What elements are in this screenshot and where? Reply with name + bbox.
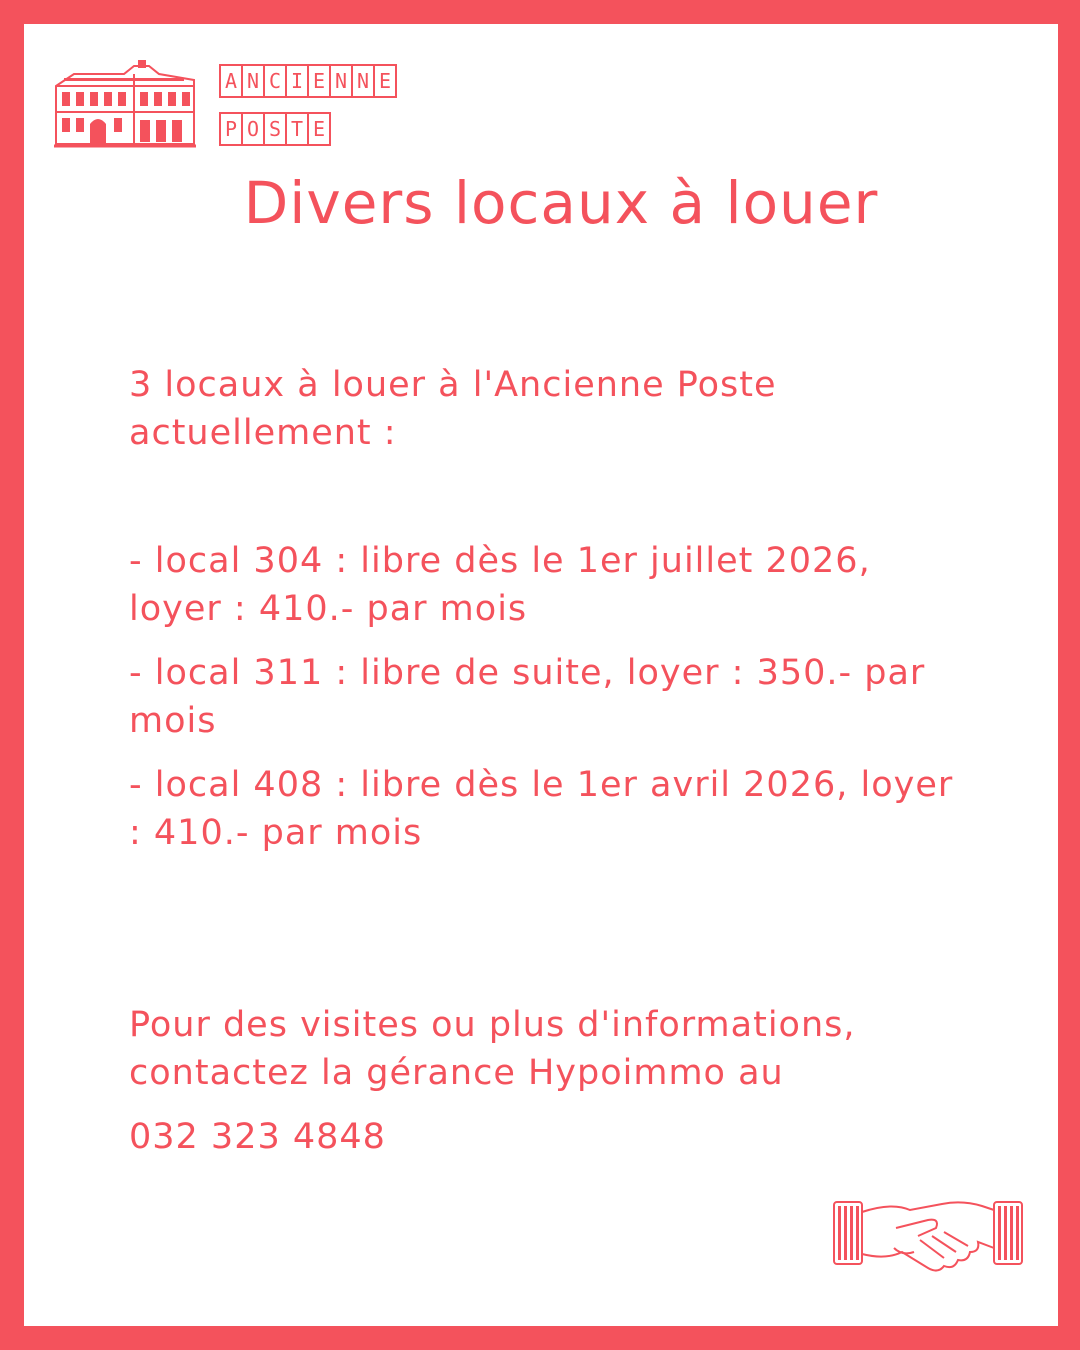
listing-item: - local 408 : libre dès le 1er avril 2026, loyer : 410.- par mois [129,765,954,853]
logo-letter: N [329,64,353,98]
logo-letter: C [263,64,287,98]
logo-wordmark-line1 [219,64,395,98]
logo-letter: O [241,112,265,146]
logo-letter: S [263,112,287,146]
logo-letter: T [285,112,309,146]
intro-text: 3 locaux à louer à l'Ancienne Poste actuellement : [129,365,777,453]
logo-letter: E [373,64,397,98]
phone-number[interactable]: 032 323 4848 [129,1117,386,1157]
listing-item: - local 311 : libre de suite, loyer : 350.- par mois [129,653,926,741]
logo-letter: N [351,64,375,98]
page-title: Divers locaux à louer [243,169,879,237]
handshake-icon [832,1188,1024,1278]
logo-letter: E [307,112,331,146]
poster-card [24,24,1058,1326]
logo-letter: E [307,64,331,98]
logo-wordmark-line2 [219,112,329,146]
logo-letter: I [285,64,309,98]
logo-letter: N [241,64,265,98]
logo-letter: A [219,64,243,98]
contact-text: Pour des visites ou plus d'informations, contactez la gérance Hypoimmo au [129,1005,856,1093]
building-icon [54,56,196,148]
listing-item: - local 304 : libre dès le 1er juillet 2026, loyer : 410.- par mois [129,541,871,629]
logo-letter: P [219,112,243,146]
